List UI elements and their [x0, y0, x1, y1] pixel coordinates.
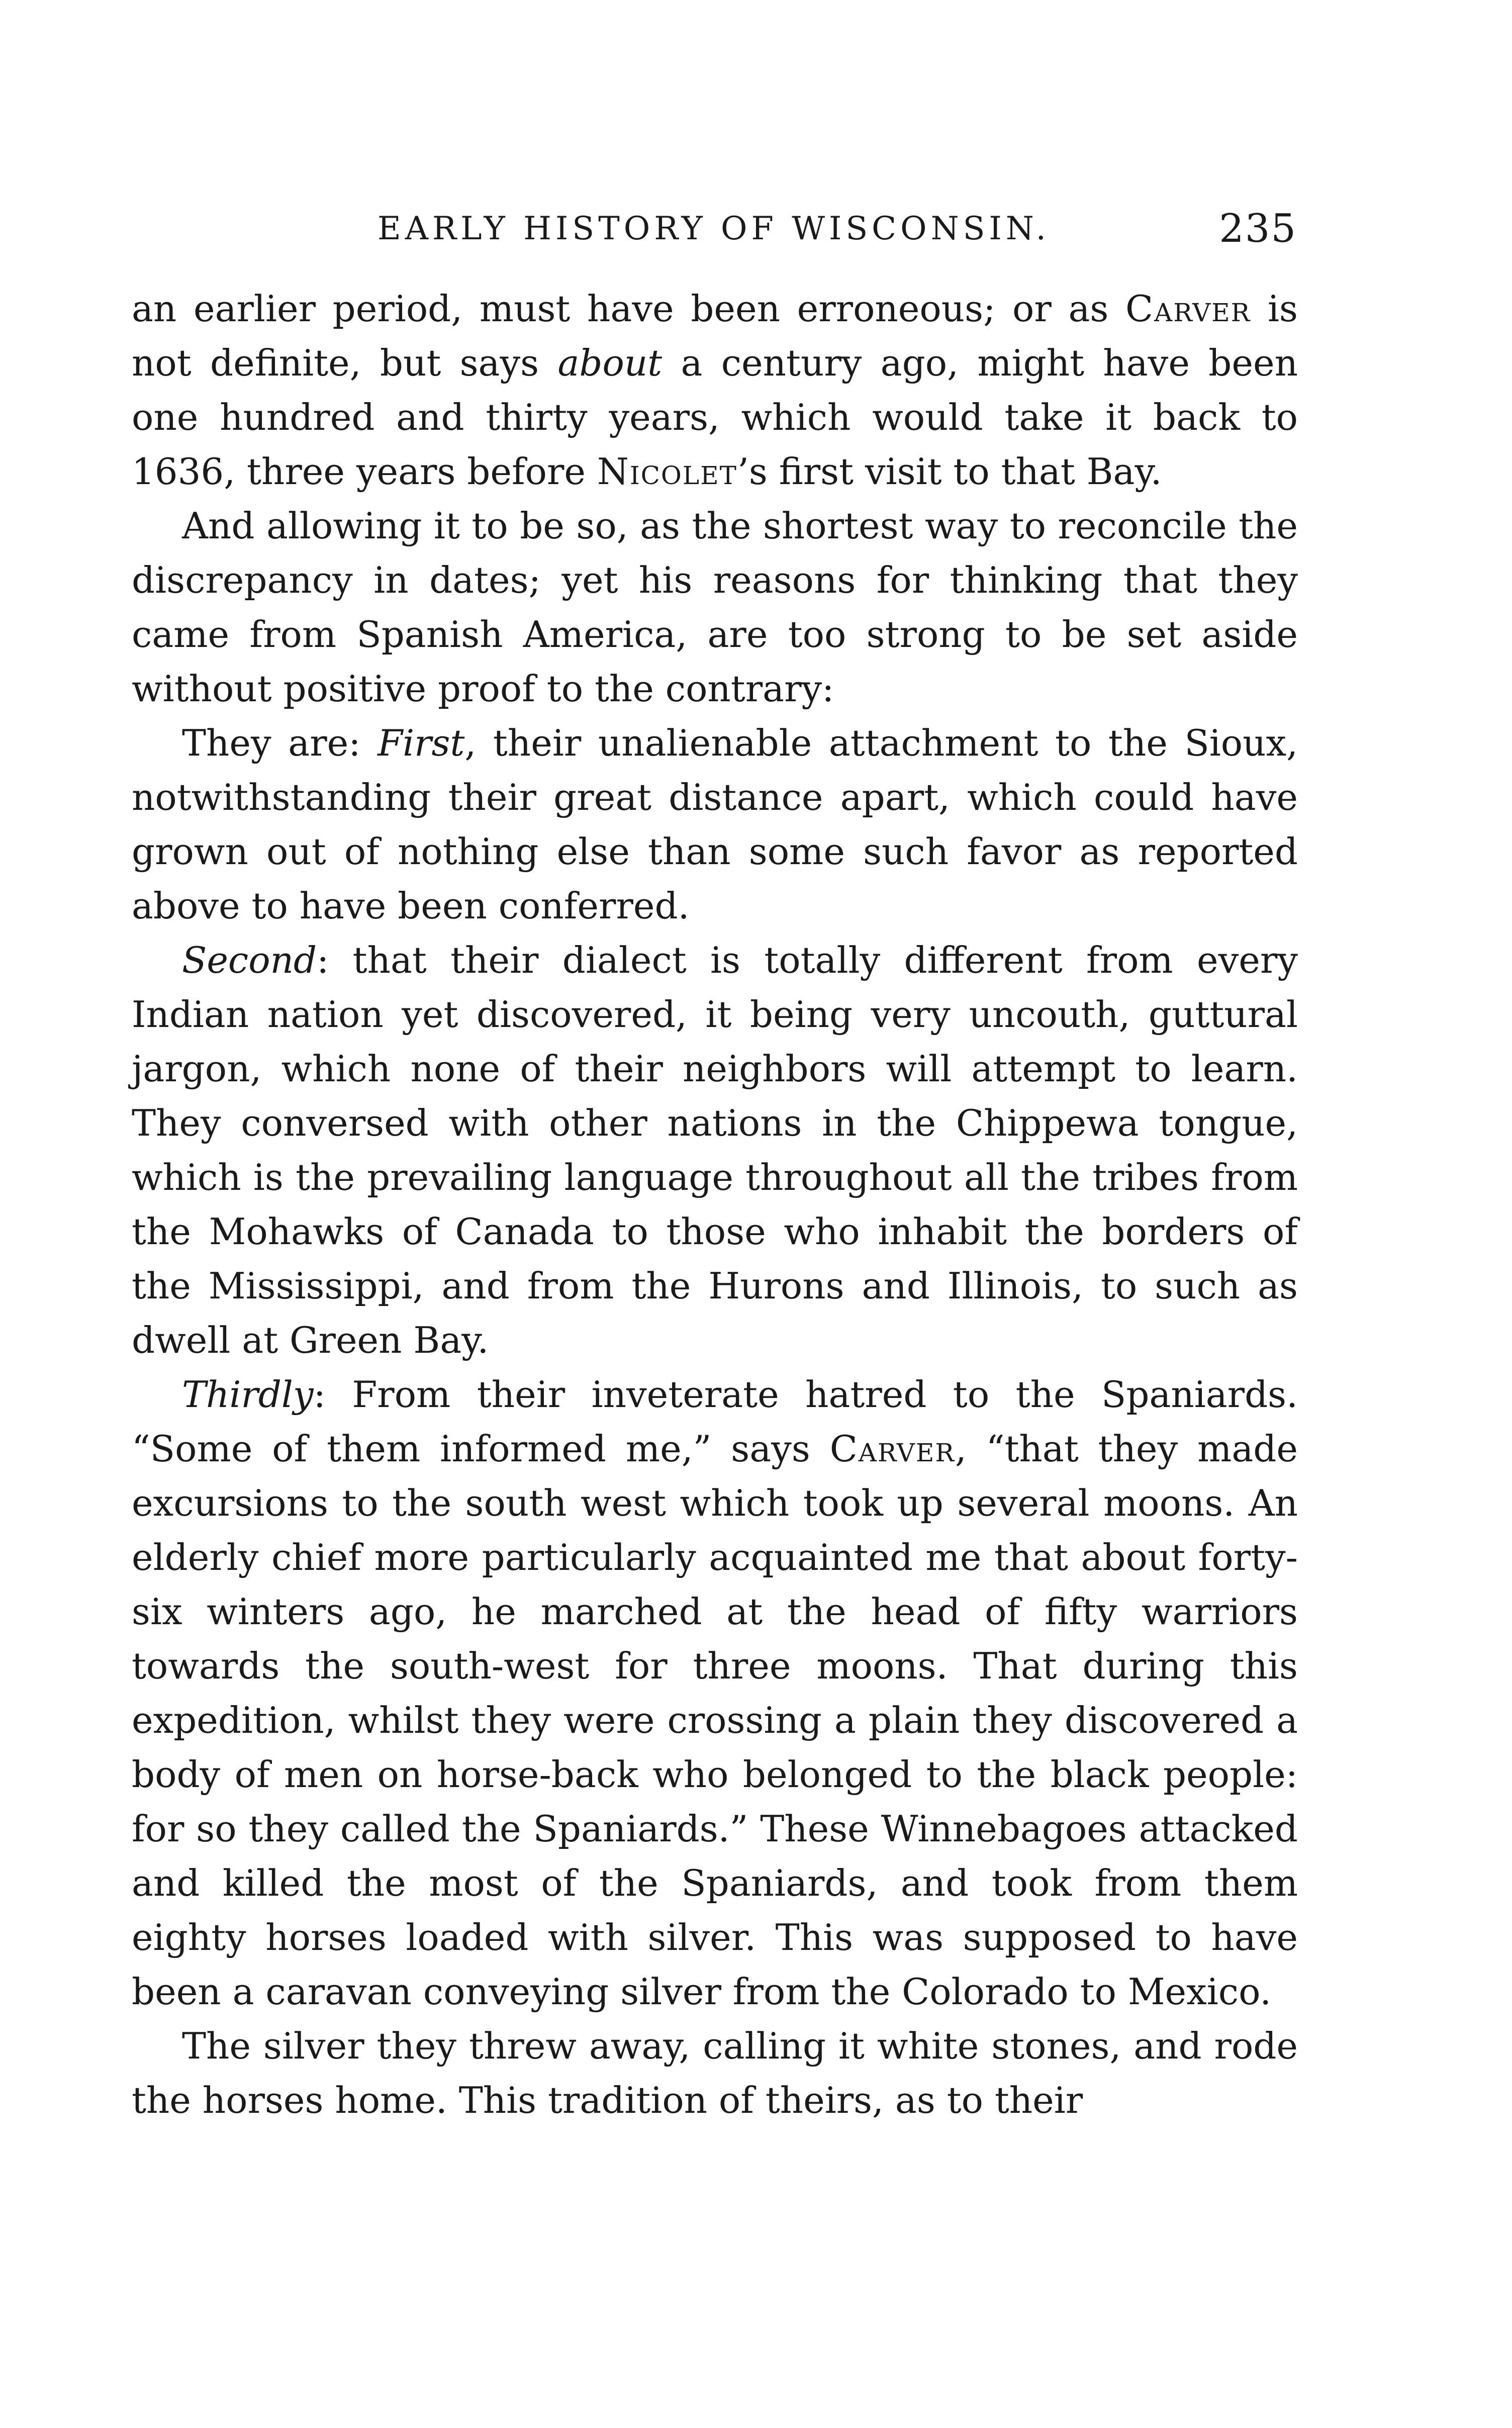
text-run: , “that they made excursions to the south west which took up several moons. An elderly chief more particularly acquainted me that about forty-six winters ago, he marched at the head of fifty warriors towards the south-west for three moons. That during this expedition, whilst they were crossing a plain they discovered a body of men on horse-back who belonged to the black people: for so they called the Spaniards.” These Winnebagoes attacked and killed the most of the Spaniards, and took from them eighty horses loaded with silver. This was supposed to have been a caravan conveying silver from the Colorado to Mexico. — [132, 1428, 1298, 2013]
paragraph-3 — [132, 716, 1298, 933]
text-run: a century ago, might have been one hundred and thirty years, which would take it back to 1636, three years before — [132, 342, 1298, 493]
paragraph-6: The silver they threw away, calling it white stones, and rode the horses home. This tradition of theirs, as to their — [132, 2025, 1298, 2121]
italic-word: First — [377, 722, 465, 764]
paragraph-4 — [132, 933, 1298, 1367]
author-name: Carver — [829, 1428, 956, 1470]
page-number: 235 — [1219, 206, 1297, 251]
italic-word: Second — [182, 939, 317, 981]
text-run: , their unalienable attachment to the Sioux, notwithstanding their great distance apart, which could have grown out of nothing else than some such favor as reported above to have been conferred. — [132, 722, 1298, 927]
paragraph-5 — [132, 1367, 1298, 2019]
text-run: ’s first visit to that Bay. — [737, 450, 1162, 493]
text-run: : From their inveterate hatred to the Spaniards. “Some of them informed me,” says — [132, 1373, 1298, 1470]
text-run: : that their dialect is totally different from every Indian nation yet discovered, it being very uncouth, guttural jargon, which none of their neighbors will attempt to learn. They conversed with other nations in the Chippewa tongue, which is the prevailing language throughout all the tribes from the Mohawks of Canada to those who inhabit the borders of the Mississippi, and from the Hurons and Illinois, to such as dwell at Green Bay. — [132, 939, 1298, 1361]
text-run: They are: — [182, 722, 378, 764]
italic-word: about — [557, 342, 663, 384]
paragraph-2: And allowing it to be so, as the shortest way to reconcile the discrepancy in dates; yet his reasons for thinking that they came from Spanish America, are too strong to be set aside without positive proof to the contrary: — [132, 505, 1298, 710]
italic-word: Thirdly — [182, 1373, 314, 1416]
text-run: an earlier period, must have been erroneous; or as — [132, 288, 1125, 330]
person-name: Nicolet — [597, 450, 737, 493]
running-title: EARLY HISTORY OF WISCONSIN. — [377, 210, 1050, 247]
author-name: Carver — [1125, 288, 1251, 330]
body-text — [132, 282, 1298, 2127]
text-run: is not definite, but says — [132, 288, 1298, 384]
paragraph-1 — [132, 282, 1298, 499]
running-head — [131, 201, 1297, 256]
